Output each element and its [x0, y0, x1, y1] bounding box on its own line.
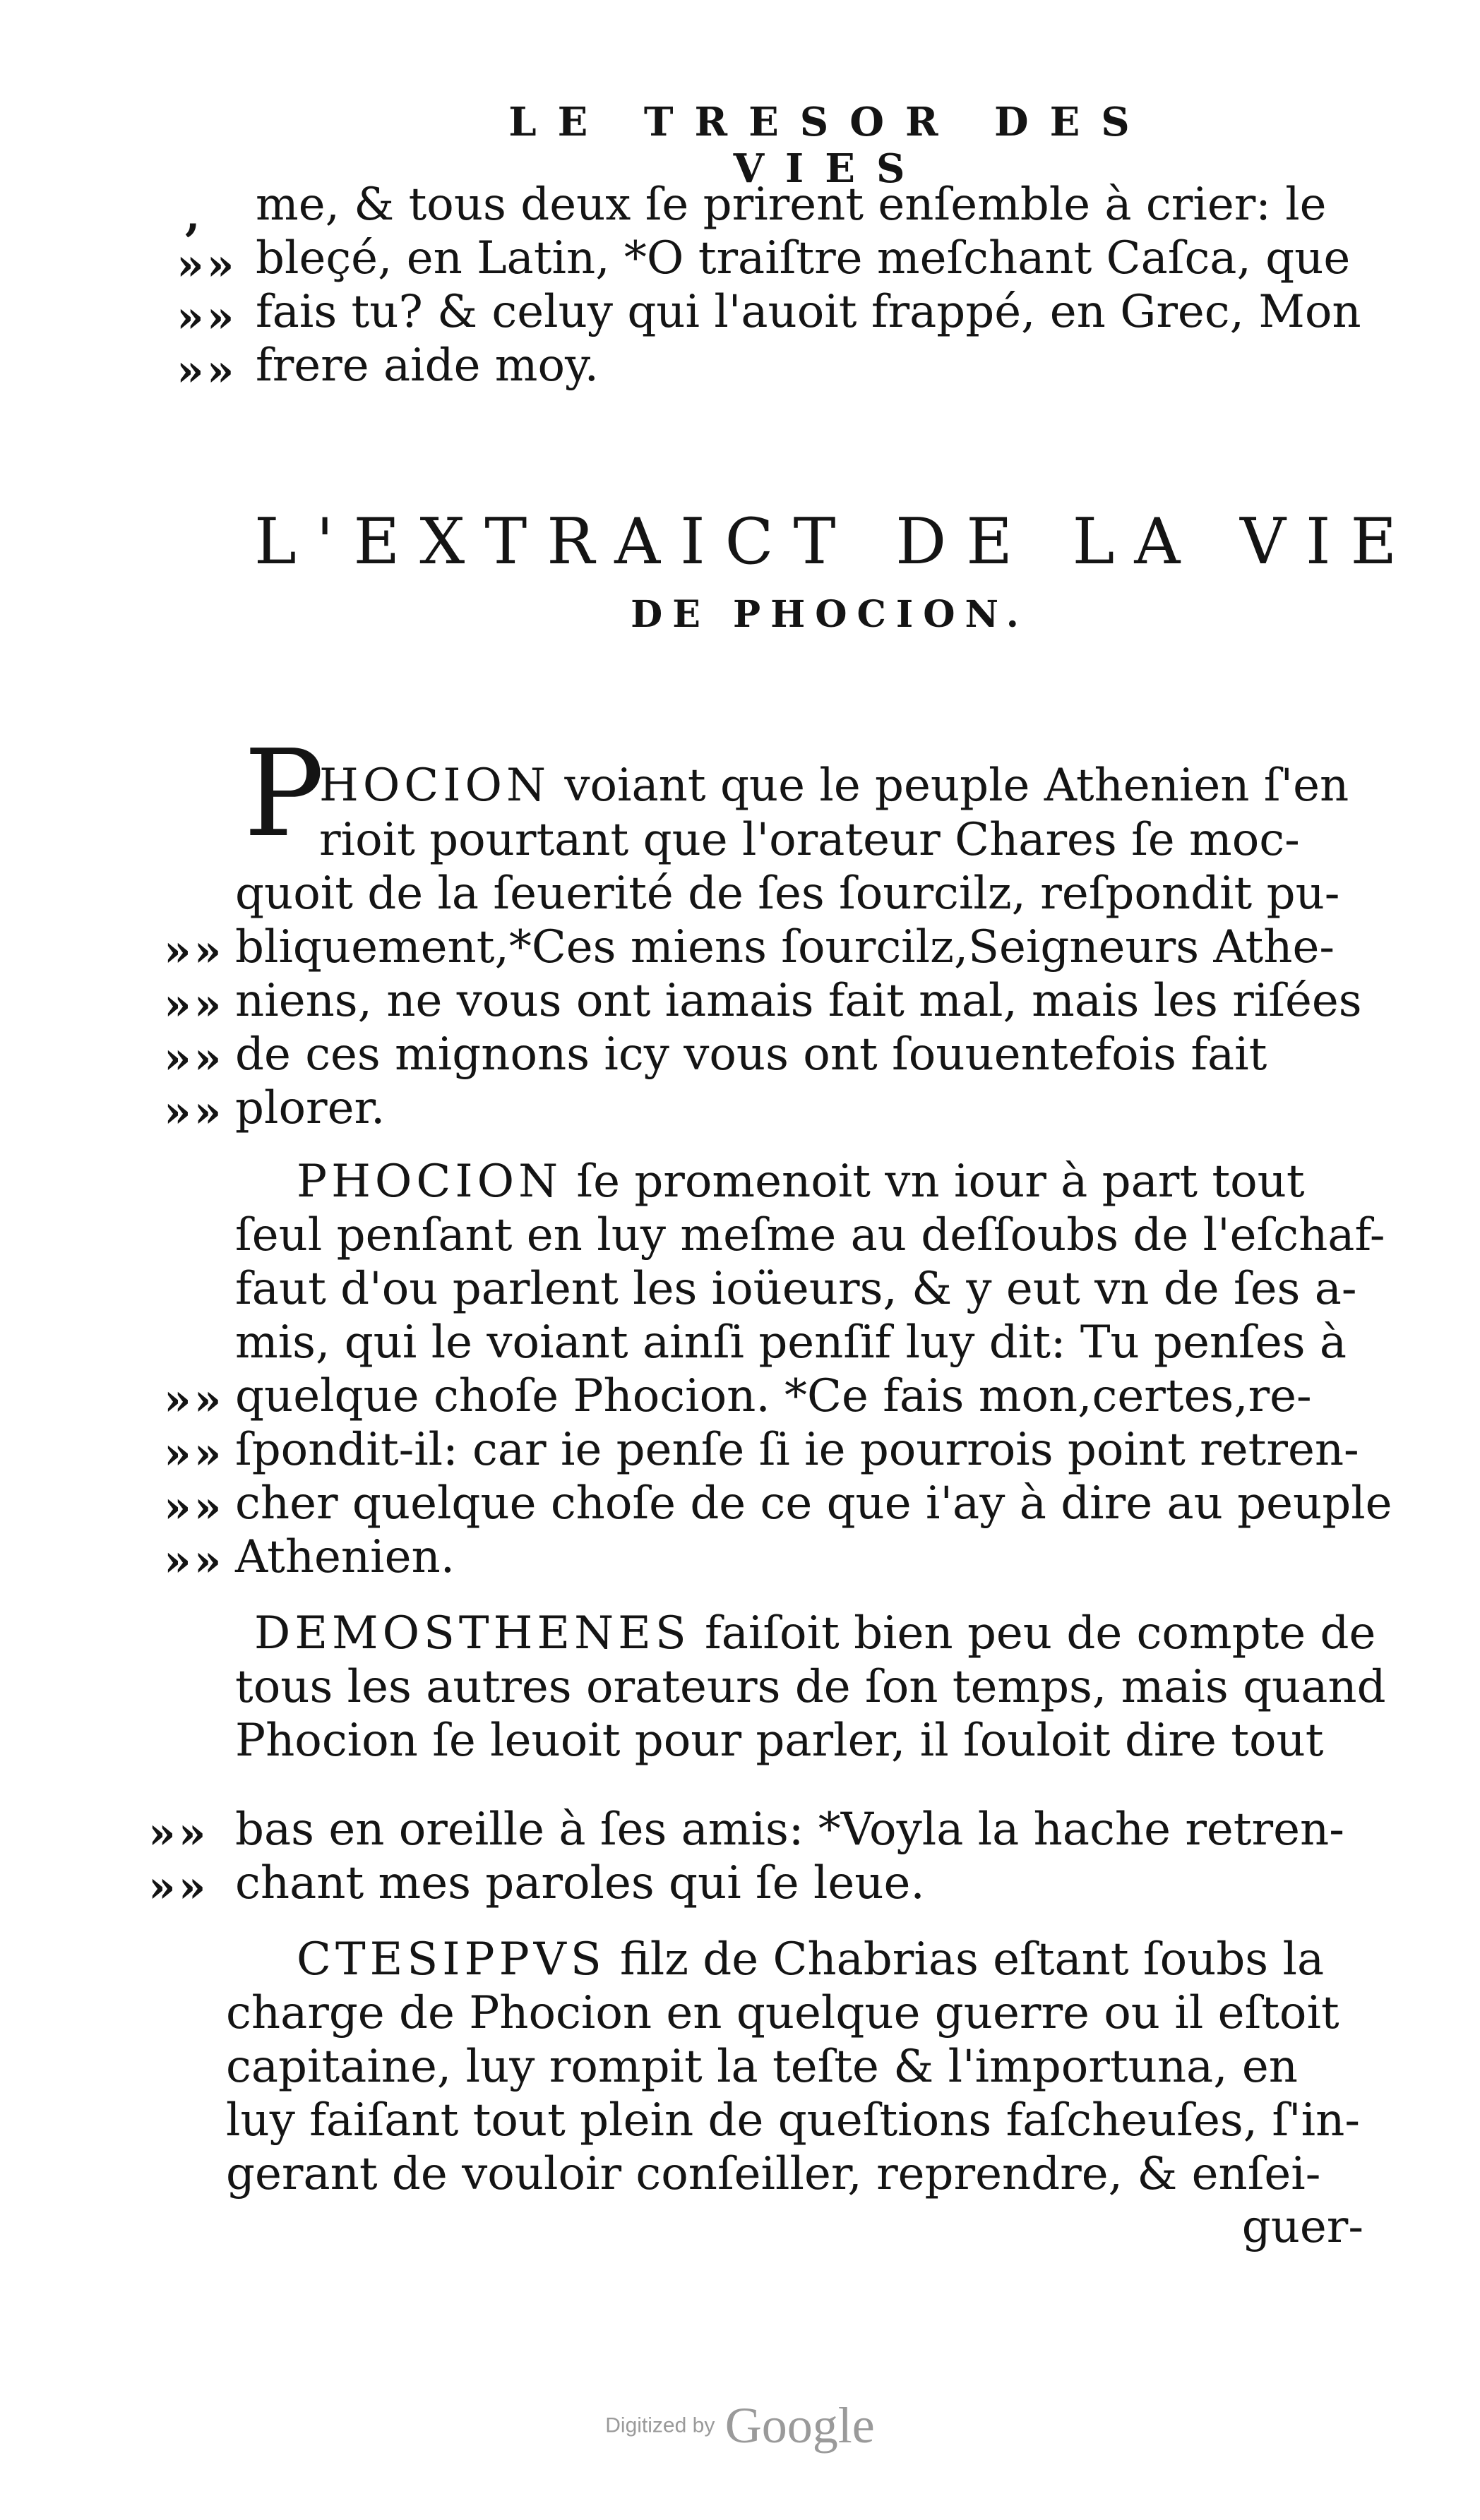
text-line: quoit de la ſeuerité de ſes ſourcilz, reſpondit pu-	[235, 868, 1340, 920]
text-line: plorer.	[235, 1082, 386, 1134]
drop-cap: P	[244, 724, 325, 864]
quote-marker: »»	[164, 925, 225, 976]
digitization-watermark	[0, 2396, 1480, 2455]
text-line: ſpondit-il: car ie penſe ſi ie pourrois point retren-	[235, 1424, 1359, 1476]
section-title: L'EXTRAICT DE LA VIE	[254, 505, 1417, 579]
text-line: Athenien.	[235, 1531, 455, 1583]
text-line: bleçé, en Latin, *O traiſtre meſchant Caſca, que	[256, 232, 1351, 284]
text-line: luy faiſant tout plein de queſtions faſcheuſes, ſ'in-	[226, 2094, 1360, 2147]
line-rest: faiſoit bien peu de compte de	[705, 1607, 1376, 1660]
text-line: tous les autres orateurs de ſon temps, mais quand	[235, 1661, 1386, 1713]
quote-marker: »»	[177, 344, 237, 396]
text-line: chant mes paroles qui ſe leue.	[235, 1857, 925, 1909]
text-line: ſeul penſant en luy meſme au deſſoubs de l'eſchaf-	[235, 1209, 1385, 1261]
line-rest: filz de Chabrias eſtant ſoubs la	[620, 1933, 1325, 1986]
text-line: charge de Phocion en quelque guerre ou il eſtoit	[226, 1987, 1339, 2039]
running-head: LE TRESOR DES VIES	[508, 99, 1151, 192]
line-rest: ſe promenoit vn iour à part tout	[576, 1156, 1305, 1208]
text-line: cher quelque choſe de ce que i'ay à dire au peuple	[235, 1477, 1392, 1530]
text-line	[297, 1933, 1324, 1986]
quote-marker: »»	[164, 1427, 225, 1479]
watermark-prefix: Digitized by	[605, 2413, 715, 2437]
quote-marker: »»	[164, 1086, 225, 1137]
text-line: quelque choſe Phocion. *Ce fais mon,certes,re-	[235, 1370, 1312, 1422]
catchword: guer-	[1241, 2201, 1363, 2253]
quote-marker: »»	[148, 1861, 209, 1912]
text-line: rioit pourtant que l'orateur Chares ſe moc-	[319, 814, 1300, 866]
lead-name: HOCION	[319, 760, 550, 812]
text-line: capitaine, luy rompit la teſte & l'importuna, en	[226, 2041, 1298, 2093]
quote-marker: »»	[148, 1807, 209, 1859]
quote-marker: »»	[164, 1374, 225, 1425]
text-line: gerant de vouloir conſeiller, reprendre, & enſei-	[226, 2148, 1321, 2200]
text-line: Phocion ſe leuoit pour parler, il ſouloit dire tout	[235, 1715, 1324, 1767]
quote-marker: »»	[164, 978, 225, 1030]
quote-marker: ,	[185, 189, 203, 241]
text-line: niens, ne vous ont iamais fait mal, mais les riſées	[235, 975, 1362, 1027]
lead-name: CTESIPPVS	[297, 1933, 606, 1986]
text-line: bliquement,*Ces miens ſourcilz,Seigneurs Athe-	[235, 921, 1335, 973]
quote-marker: »»	[177, 239, 237, 290]
lead-name: PHOCION	[297, 1156, 563, 1208]
text-line: bas en oreille à ſes amis: *Voyla la hache retren-	[235, 1804, 1344, 1856]
text-line: faut d'ou parlent les ioüeurs, & y eut vn de ſes a-	[235, 1263, 1357, 1315]
quote-marker: »»	[164, 1535, 225, 1586]
text-line: de ces mignons icy vous ont ſouuentefois fait	[235, 1028, 1267, 1081]
quote-marker: »»	[164, 1032, 225, 1084]
text-line: mis, qui le voiant ainſi penſif luy dit: Tu penſes à	[235, 1316, 1347, 1369]
line-rest: voiant que le peuple Athenien ſ'en	[564, 760, 1349, 812]
google-logo: Google	[724, 2397, 875, 2454]
lead-name: DEMOSTHENES	[254, 1607, 691, 1660]
text-line: me, & tous deux ſe prirent enſemble à crier: le	[256, 179, 1327, 231]
text-line	[297, 1155, 1305, 1208]
text-line	[254, 1607, 1375, 1660]
quote-marker: »»	[177, 291, 237, 342]
quote-marker: »»	[164, 1481, 225, 1532]
text-line: frere aide moy.	[256, 340, 599, 392]
text-line	[319, 759, 1349, 812]
section-subtitle: DE PHOCION.	[631, 593, 1029, 636]
text-line: fais tu? & celuy qui l'auoit frappé, en Grec, Mon	[256, 286, 1361, 338]
